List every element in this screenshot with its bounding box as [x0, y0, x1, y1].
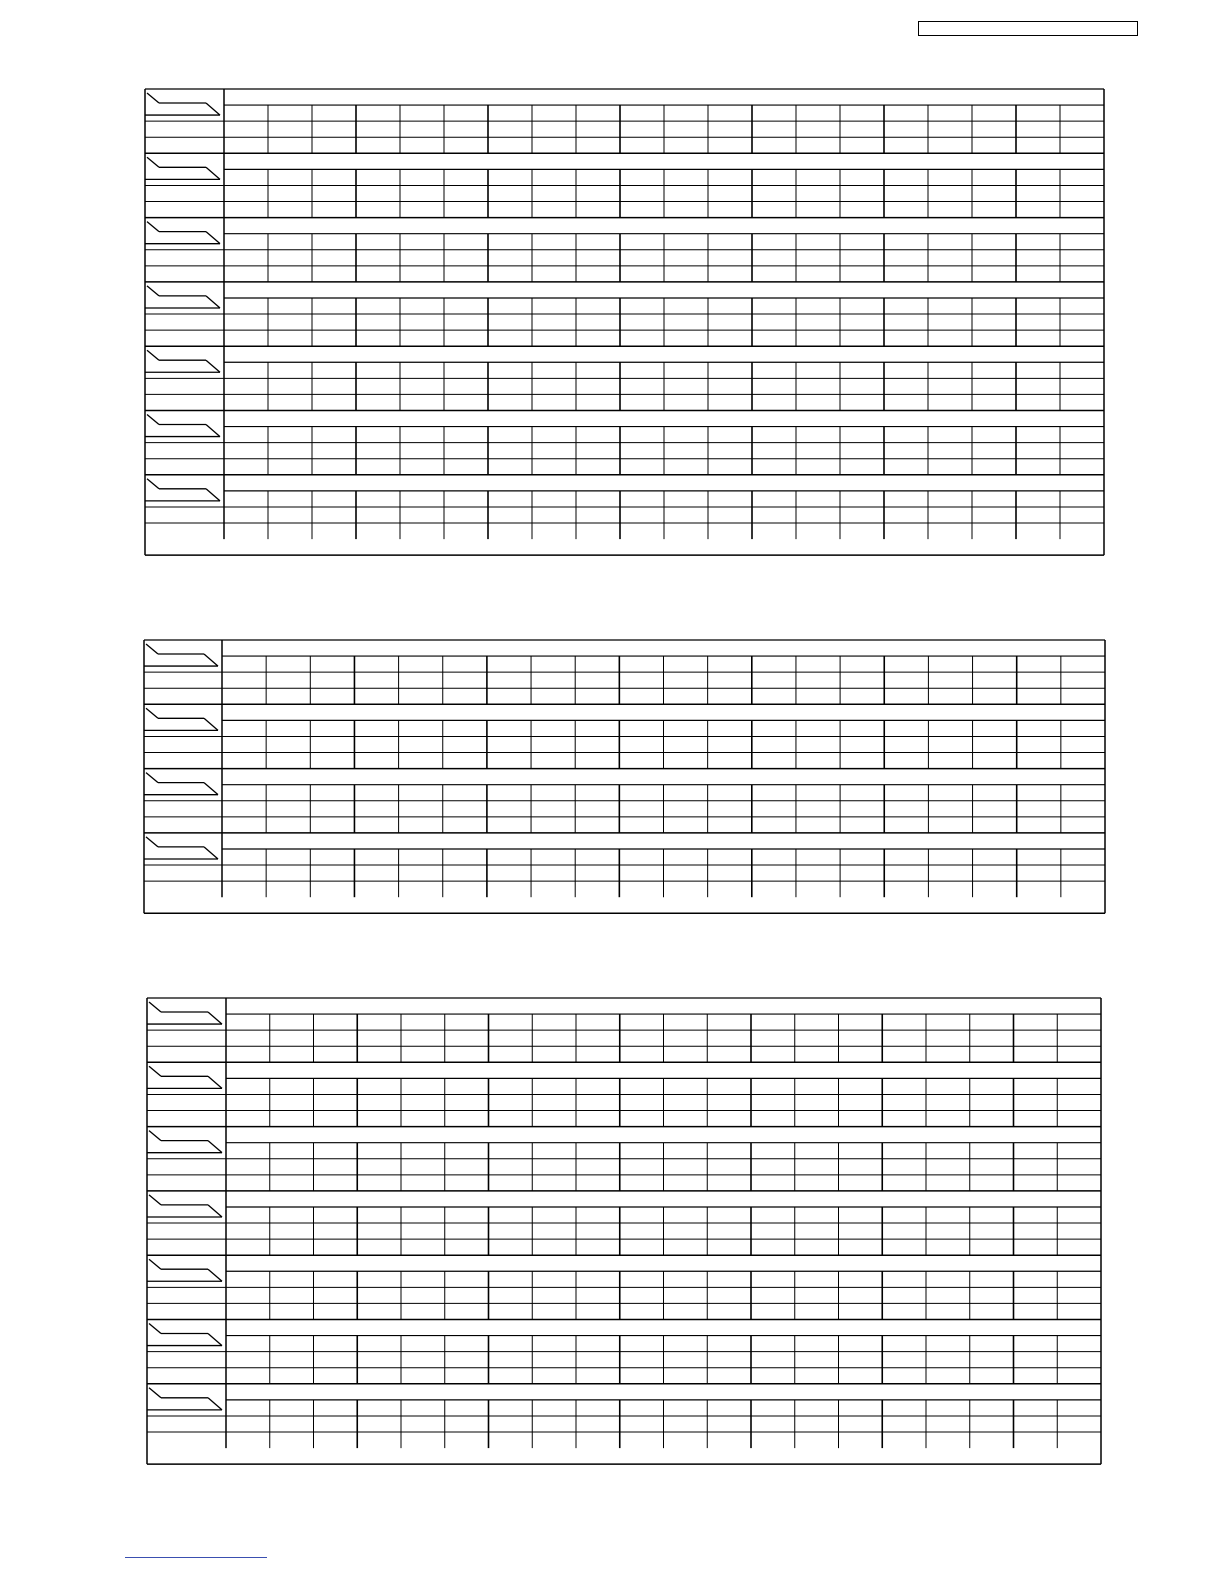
- diagonal-header-mark: [146, 773, 158, 783]
- diagonal-header-mark: [208, 1076, 222, 1088]
- grid-block: [145, 346, 1104, 410]
- diagonal-header-mark: [146, 837, 158, 847]
- sheet-2: [144, 640, 1105, 913]
- diagonal-header-mark: [208, 1269, 222, 1281]
- diagonal-header-mark: [147, 350, 159, 360]
- diagonal-header-mark: [208, 1334, 222, 1346]
- diagonal-header-mark: [208, 1205, 222, 1217]
- diagonal-header-mark: [208, 1141, 222, 1153]
- diagonal-header-mark: [149, 1131, 161, 1141]
- grid-block: [147, 1255, 1101, 1319]
- diagonal-header-mark: [147, 157, 159, 167]
- diagonal-header-mark: [146, 644, 158, 654]
- grid-block: [145, 218, 1104, 282]
- grid-block: [144, 704, 1105, 768]
- grid-block: [145, 475, 1104, 539]
- grid-block: [147, 1384, 1101, 1448]
- diagonal-header-mark: [204, 847, 218, 859]
- diagonal-header-mark: [149, 1195, 161, 1205]
- grid-block: [144, 769, 1105, 833]
- sheet-1: [145, 89, 1104, 555]
- grid-block: [145, 282, 1104, 346]
- diagonal-header-mark: [147, 479, 159, 489]
- diagonal-header-mark: [206, 232, 220, 244]
- diagonal-header-mark: [206, 167, 220, 179]
- diagonal-header-mark: [147, 286, 159, 296]
- diagonal-header-mark: [147, 222, 159, 232]
- diagonal-header-mark: [149, 1324, 161, 1334]
- grid-block: [145, 411, 1104, 475]
- diagonal-header-mark: [206, 360, 220, 372]
- diagonal-header-mark: [206, 103, 220, 115]
- diagonal-header-mark: [149, 1259, 161, 1269]
- grid-block: [144, 833, 1105, 897]
- grid-block: [147, 1191, 1101, 1255]
- diagonal-header-mark: [206, 296, 220, 308]
- diagonal-header-mark: [206, 489, 220, 501]
- diagonal-header-mark: [208, 1398, 222, 1410]
- diagonal-header-mark: [147, 415, 159, 425]
- diagonal-header-mark: [204, 654, 218, 666]
- grid-block: [144, 644, 1105, 704]
- grid-block: [147, 1062, 1101, 1126]
- diagonal-header-mark: [206, 425, 220, 437]
- grid-block: [147, 1320, 1101, 1384]
- footer-rule: [125, 1557, 267, 1558]
- grid-block: [145, 153, 1104, 217]
- diagonal-header-mark: [147, 93, 159, 103]
- grid-block: [147, 1002, 1101, 1062]
- diagonal-header-mark: [149, 1066, 161, 1076]
- diagonal-header-mark: [149, 1002, 161, 1012]
- diagonal-header-mark: [149, 1388, 161, 1398]
- diagonal-header-mark: [146, 708, 158, 718]
- diagonal-header-mark: [208, 1012, 222, 1024]
- grid-block: [145, 93, 1104, 153]
- sheet-3: [147, 998, 1101, 1464]
- grid-block: [147, 1127, 1101, 1191]
- diagonal-header-mark: [204, 783, 218, 795]
- diagonal-header-mark: [204, 718, 218, 730]
